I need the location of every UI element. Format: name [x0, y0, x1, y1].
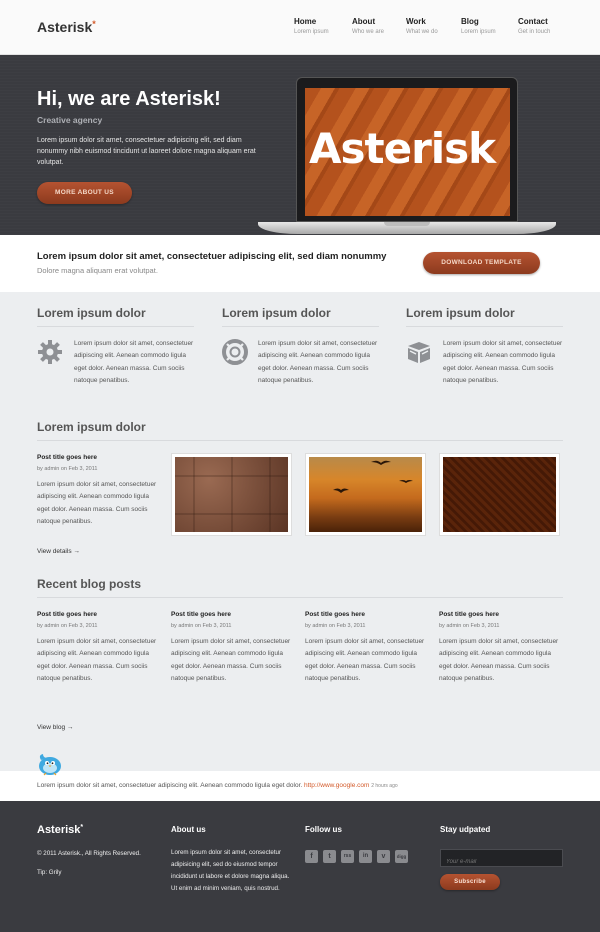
nav-title: Blog [461, 17, 479, 26]
footer-logo-asterisk: * [80, 824, 84, 831]
twitter-band [0, 771, 600, 801]
post-meta: by admin on Feb 3, 2011 [439, 623, 500, 629]
post-meta: by admin on Feb 3, 2011 [305, 623, 366, 629]
view-blog-label: View blog [37, 724, 66, 731]
nav-title: Contact [518, 17, 548, 26]
blog-heading: Recent blog posts [37, 577, 142, 591]
site-header [0, 0, 600, 55]
facebook-icon[interactable]: f [305, 850, 318, 863]
laptop-screen-text: Asterisk [309, 124, 496, 173]
band-headline: Lorem ipsum dolor sit amet, consectetuer adipiscing elit, sed diam nonummy [37, 251, 387, 262]
hero-subtitle: Creative agency [37, 115, 103, 125]
site-footer [0, 801, 600, 932]
box-icon [406, 339, 432, 365]
lifebuoy-icon [222, 339, 248, 365]
tagline-band [0, 235, 600, 292]
portfolio-heading: Lorem ipsum dolor [37, 420, 146, 434]
divider [222, 326, 379, 327]
logo-asterisk: * [92, 19, 96, 29]
post-meta: by admin on Feb 3, 2011 [37, 623, 98, 629]
divider [37, 597, 563, 598]
divider [406, 326, 563, 327]
band-subline: Dolore magna aliquam erat volutpat. [37, 266, 158, 275]
arrow-right-icon: → [66, 724, 74, 731]
logo[interactable] [37, 19, 96, 35]
tweet-link[interactable]: http://www.google.com [304, 782, 370, 789]
nav-title: About [352, 17, 376, 26]
birds-silhouette [309, 457, 422, 532]
nav-title: Home [294, 17, 317, 26]
hero-section [0, 55, 600, 235]
nav-subtitle: Lorem ipsum [294, 29, 329, 35]
feature-heading: Lorem ipsum dolor [37, 306, 146, 320]
chocolate-image [175, 457, 288, 532]
hero-title: Hi, we are Asterisk! [37, 88, 221, 110]
footer-about-heading: About us [171, 825, 206, 834]
portfolio-thumb-knit[interactable] [439, 453, 560, 536]
portfolio-thumb-sunset[interactable] [305, 453, 426, 536]
portfolio-thumb-chocolate[interactable] [171, 453, 292, 536]
feature-text: Lorem ipsum dolor sit amet, consectetuer adipiscing elit. Aenean commodo ligula eget dolor. Aenean massa. Cum sociis natoque penatibus. [443, 340, 563, 384]
blog-post-title[interactable]: Post title goes here [171, 611, 231, 618]
rss-icon[interactable]: rss [341, 850, 354, 863]
footer-about-text: Lorem ipsum dolor sit amet, consectetur adipisicing elit, sed do eiusmod tempor incididunt ut labore et dolore magna aliqua. Ut enim ad minim veniam, quis nostrud. [171, 849, 290, 892]
nav-item-home[interactable] [294, 17, 354, 35]
more-about-us-button[interactable]: MORE ABOUT US [37, 182, 132, 204]
copyright: © 2011 Asterisk., All Rights Reserved. [37, 850, 141, 857]
digg-icon[interactable]: digg [395, 850, 408, 863]
nav-subtitle: Get in touch [518, 29, 551, 35]
subscribe-button[interactable]: Subscribe [440, 874, 500, 890]
blog-post-text: Lorem ipsum dolor sit amet, consectetuer adipiscing elit. Aenean commodo ligula eget dolor. Aenean massa. Cum sociis natoque penatibus. [37, 638, 157, 682]
gear-icon [37, 339, 63, 365]
view-blog-link[interactable] [37, 724, 73, 731]
twitter-bird-icon [36, 751, 64, 777]
twitter-icon[interactable]: t [323, 850, 336, 863]
view-details-link[interactable] [37, 548, 80, 555]
vimeo-icon[interactable]: v [377, 850, 390, 863]
tweet-text [37, 782, 398, 789]
feature-heading: Lorem ipsum dolor [222, 306, 331, 320]
blog-post-title[interactable]: Post title goes here [37, 611, 97, 618]
hero-description: Lorem ipsum dolor sit amet, consectetuer adipiscing elit, sed diam nonummy nibh euismod tincidunt ut laoreet dolore magna aliquam erat volutpat. [37, 137, 256, 166]
arrow-right-icon: → [73, 548, 80, 555]
sunset-birds-image [309, 457, 422, 532]
nav-item-work[interactable] [406, 17, 466, 35]
laptop-screen-display [305, 88, 510, 216]
feature-text: Lorem ipsum dolor sit amet, consectetuer adipiscing elit. Aenean commodo ligula eget dolor. Aenean massa. Cum sociis natoque penatibus. [74, 340, 194, 384]
blog-post-text: Lorem ipsum dolor sit amet, consectetuer adipiscing elit. Aenean commodo ligula eget dolor. Aenean massa. Cum sociis natoque penatibus. [439, 638, 559, 682]
laptop-image [258, 77, 556, 237]
blog-post-text: Lorem ipsum dolor sit amet, consectetuer adipiscing elit. Aenean commodo ligula eget dolor. Aenean massa. Cum sociis natoque penatibus. [171, 638, 291, 682]
nav-item-contact[interactable] [518, 17, 578, 35]
tweet-body: Lorem ipsum dolor sit amet, consectetuer adipiscing elit. Aenean commodo ligula eget dolor. [37, 782, 303, 789]
portfolio-text: Lorem ipsum dolor sit amet, consectetuer adipiscing elit. Aenean commodo ligula eget dolor. Aenean massa. Cum sociis natoque penatibus. [37, 481, 157, 525]
laptop-notch [384, 222, 430, 226]
feature-heading: Lorem ipsum dolor [406, 306, 515, 320]
logo-text: Asterisk [37, 19, 93, 35]
download-template-button[interactable]: DOWNLOAD TEMPLATE [423, 252, 540, 274]
footer-follow-heading: Follow us [305, 825, 342, 834]
footer-stay-heading: Stay udpated [440, 825, 491, 834]
divider [37, 326, 194, 327]
blog-post-title[interactable]: Post title goes here [439, 611, 499, 618]
nav-item-blog[interactable] [461, 17, 521, 35]
blog-post-title[interactable]: Post title goes here [305, 611, 365, 618]
nav-title: Work [406, 17, 426, 26]
tweet-time: 2 hours ago [371, 783, 398, 789]
laptop-screen [296, 77, 518, 222]
view-details-label: View details [37, 548, 72, 555]
linkedin-icon[interactable]: in [359, 850, 372, 863]
blog-post-text: Lorem ipsum dolor sit amet, consectetuer adipiscing elit. Aenean commodo ligula eget dolor. Aenean massa. Cum sociis natoque penatibus. [305, 638, 425, 682]
nav-subtitle: Who we are [352, 29, 385, 35]
post-meta: by admin on Feb 3, 2011 [37, 466, 98, 472]
nav-subtitle: Lorem ipsum [461, 29, 496, 35]
email-input[interactable] [441, 854, 562, 870]
feature-text: Lorem ipsum dolor sit amet, consectetuer adipiscing elit. Aenean commodo ligula eget dolor. Aenean massa. Cum sociis natoque penatibus. [258, 340, 378, 384]
footer-tip: Tip: Grily [37, 869, 62, 876]
portfolio-post-title[interactable]: Post title goes here [37, 454, 97, 461]
footer-logo[interactable] [37, 824, 83, 836]
email-field[interactable] [440, 849, 563, 867]
post-meta: by admin on Feb 3, 2011 [171, 623, 232, 629]
footer-logo-text: Asterisk [37, 824, 81, 836]
knitted-wool-image [443, 457, 556, 532]
nav-subtitle: What we do [406, 29, 438, 35]
divider [37, 440, 563, 441]
nav-item-about[interactable] [352, 17, 412, 35]
